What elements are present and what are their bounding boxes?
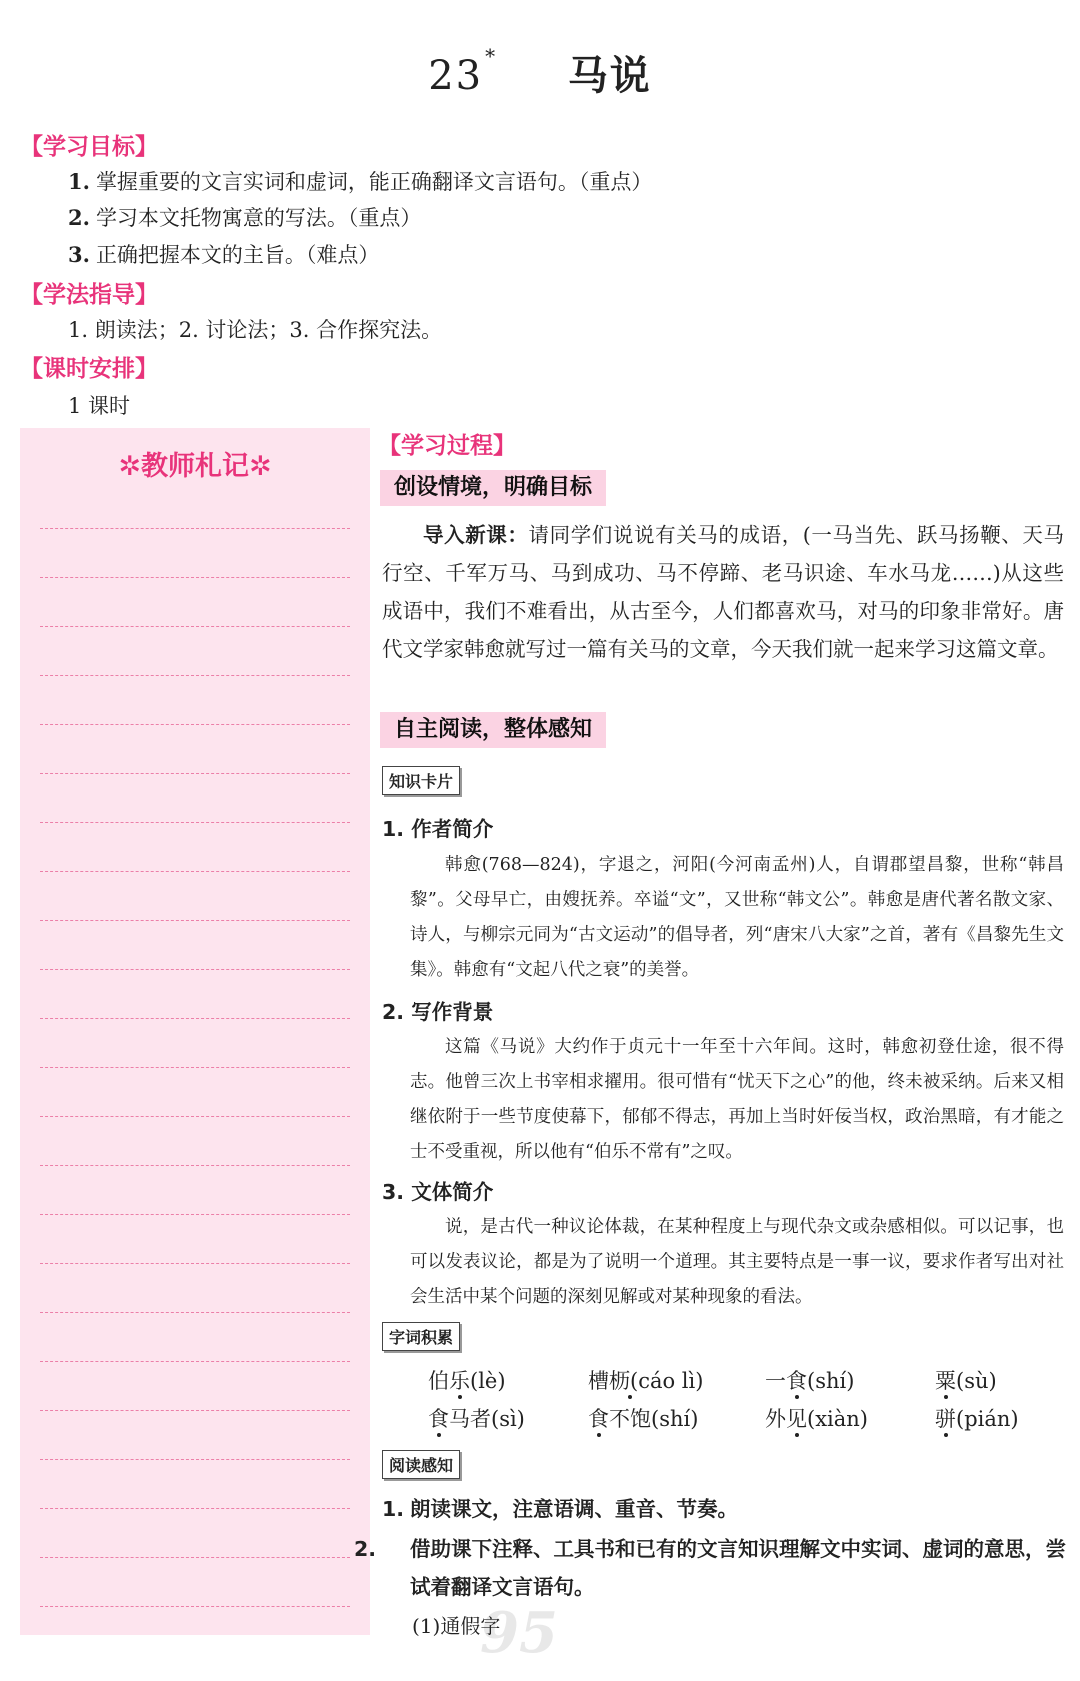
objective-item <box>68 202 421 232</box>
reading-item: 1. 朗读课文，注意语调、重音、节奏。 <box>382 1497 738 1521</box>
author-text: 韩愈(768—824)，字退之，河阳(今河南孟州)人，自谓郡望昌黎，世称“韩昌黎”。父母早亡，由嫂抚养。卒谥“文”，又世称“韩文公”。韩愈是唐代著名散文家、诗人，与柳宗元同为“古文运动”的倡导者，列“唐宋八大家”之首，著有《昌黎先生文集》。韩愈有“文起八代之衰”的美誉。 <box>410 855 1064 980</box>
reading-item: 2. 借助课下注释、工具书和已有的文言知识理解文中实词、虚词的意思，尝试着翻译文言语句。 <box>354 1537 1066 1599</box>
note-line <box>40 871 350 872</box>
teacher-notes-panel <box>20 428 370 1635</box>
note-line <box>40 626 350 627</box>
schedule-heading: 【课时安排】 <box>20 356 158 382</box>
objectives-heading: 【学习目标】 <box>20 134 158 160</box>
objective-number: 3. <box>68 242 90 267</box>
vocab-item: 骈(pián) <box>935 1407 1019 1431</box>
note-line <box>40 528 350 529</box>
note-line <box>40 1606 350 1607</box>
vocab-item: 食不饱(shí) <box>588 1407 699 1431</box>
lesson-title <box>0 44 1080 101</box>
section-banner: 创设情境，明确目标 <box>380 470 606 506</box>
objective-item <box>68 166 652 196</box>
note-line <box>40 1263 350 1264</box>
author-heading: 1. 作者简介 <box>382 817 494 841</box>
note-line <box>40 1214 350 1215</box>
note-line <box>40 1361 350 1362</box>
objective-number: 2. <box>68 205 90 230</box>
note-line <box>40 1116 350 1117</box>
note-line <box>40 822 350 823</box>
method-text: 1. 朗读法；2. 讨论法；3. 合作探究法。 <box>68 318 443 342</box>
objective-text: 正确把握本文的主旨。（难点） <box>95 243 380 267</box>
background-heading: 2. 写作背景 <box>382 1000 494 1024</box>
knowledge-card-tag: 知识卡片 <box>382 766 460 795</box>
method-heading: 【学法指导】 <box>20 282 158 308</box>
intro-paragraph <box>382 516 1064 668</box>
page-number-watermark: 95 <box>480 1600 558 1666</box>
note-line <box>40 1067 350 1068</box>
note-line <box>40 1312 350 1313</box>
teacher-notes-title: ✲教师札记✲ <box>118 451 272 482</box>
objective-number: 1. <box>68 169 90 194</box>
reading-tag: 阅读感知 <box>382 1450 460 1479</box>
note-line <box>40 577 350 578</box>
intro-text: 请同学们说说有关马的成语，(一马当先、跃马扬鞭、天马行空、千军万马、马到成功、马不停蹄、老马识途、车水马龙……)从这些成语中，我们不难看出，从古至今，人们都喜欢马，对马的印象非常好。唐代文学家韩愈就写过一篇有关马的文章，今天我们就一起来学习这篇文章。 <box>382 523 1064 661</box>
note-line <box>40 1459 350 1460</box>
vocab-item: 一食(shí) <box>765 1369 855 1393</box>
vocab-item: 粟(sù) <box>935 1369 997 1393</box>
sub-item: (1)通假字 <box>412 1614 501 1638</box>
genre-heading: 3. 文体简介 <box>382 1180 494 1204</box>
genre-text: 说，是古代一种议论体裁，在某种程度上与现代杂文或杂感相似。可以记事，也可以发表议论，都是为了说明一个道理。其主要特点是一事一议，要求作者写出对社会生活中某个问题的深刻见解或对某种现象的看法。 <box>410 1217 1064 1307</box>
objective-text: 掌握重要的文言实词和虚词，能正确翻译文言语句。（重点） <box>95 170 653 194</box>
lesson-number: 23 <box>428 53 484 99</box>
background-text: 这篇《马说》大约作于贞元十一年至十六年间。这时，韩愈初登仕途，很不得志。他曾三次上书宰相求擢用。很可惜有“忧天下之心”的他，终未被采纳。后来又相继依附于一些节度使幕下，郁郁不得志，再加上当时奸佞当权，政治黑暗，有才能之士不受重视，所以他有“伯乐不常有”之叹。 <box>410 1037 1064 1162</box>
optional-star: * <box>485 44 498 68</box>
note-line <box>40 724 350 725</box>
objective-item <box>68 239 379 269</box>
vocab-item: 外见(xiàn) <box>765 1407 868 1431</box>
note-line <box>40 1557 350 1558</box>
vocab-tag: 字词积累 <box>382 1322 460 1351</box>
note-line <box>40 1508 350 1509</box>
vocab-item: 食马者(sì) <box>428 1407 525 1431</box>
note-line <box>40 969 350 970</box>
note-line <box>40 1165 350 1166</box>
lesson-name: 马说 <box>567 53 652 99</box>
note-line <box>40 1410 350 1411</box>
note-line <box>40 920 350 921</box>
note-line <box>40 675 350 676</box>
section-banner: 自主阅读，整体感知 <box>380 712 606 748</box>
objective-text: 学习本文托物寓意的写法。（重点） <box>95 206 422 230</box>
vocab-item: 伯乐(lè) <box>428 1369 506 1393</box>
note-line <box>40 773 350 774</box>
intro-lead: 导入新课： <box>423 523 529 547</box>
schedule-text: 1 课时 <box>68 394 131 418</box>
note-line <box>40 1018 350 1019</box>
process-heading: 【学习过程】 <box>378 433 516 459</box>
vocab-item: 槽枥(cáo lì) <box>588 1369 704 1393</box>
